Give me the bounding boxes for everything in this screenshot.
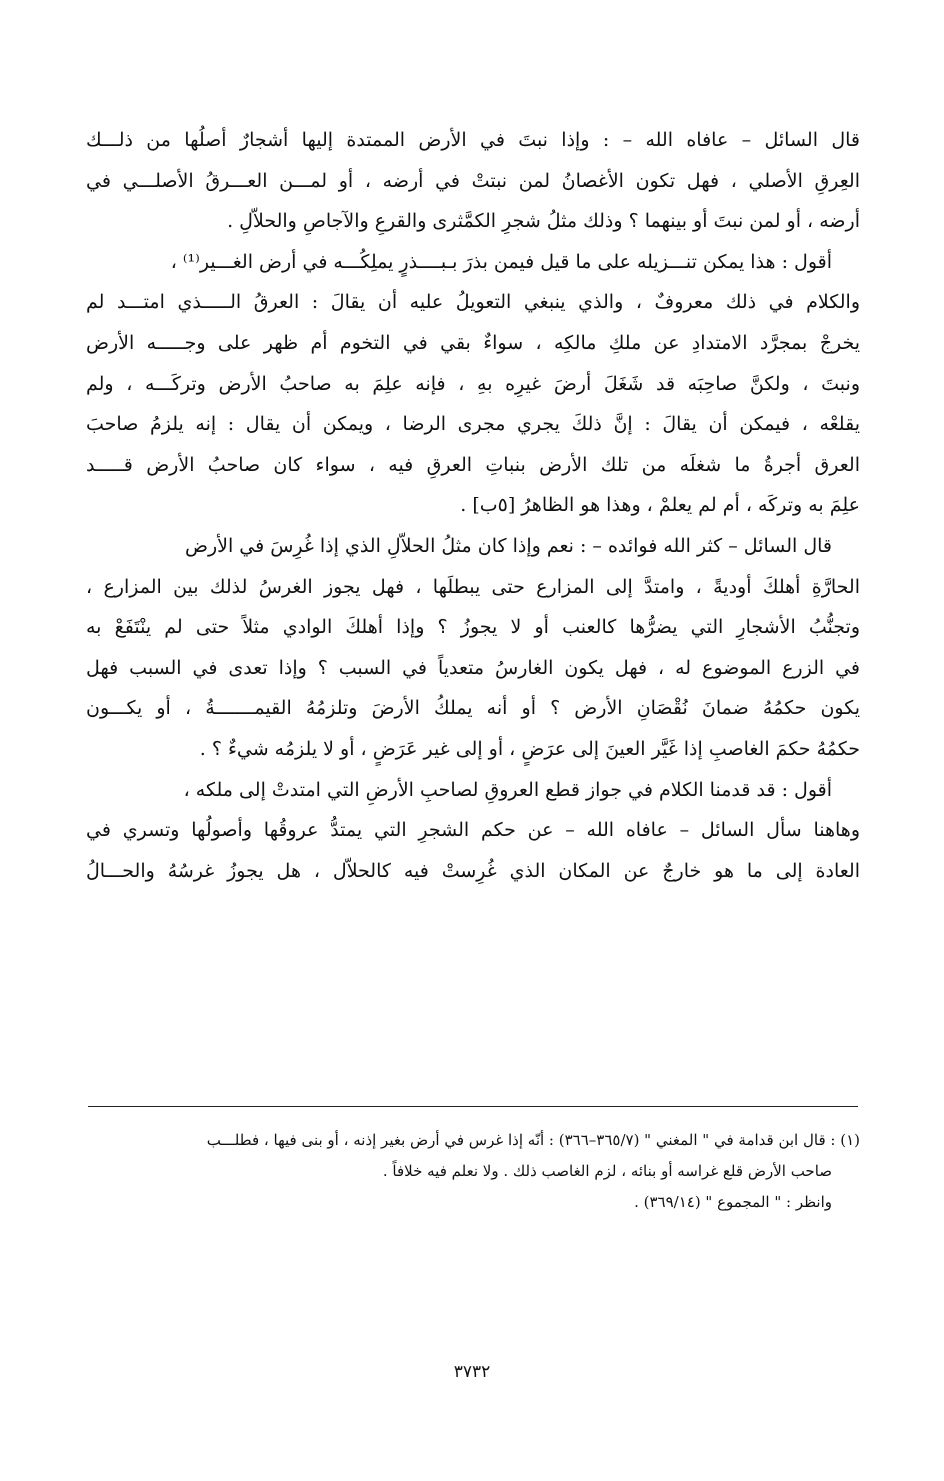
text-line: في الزرع الموضوع له ، فهل يكون الغارسُ متعدياً في السبب ؟ وإذا تعدى في السبب فهل	[86, 656, 860, 679]
text-line: يقلعْه ، فيمكن أن يقالَ : إنَّ ذلكَ يجري مجرى الرضا ، ويمكن أن يقال : إنه يلزمُ صاحبَ	[86, 413, 860, 436]
text-line: أرضه ، أو لمن نبتَ أو بينهما ؟ وذلك مثلُ شجرِ الكمَّثرى والقرعِ والآجاصِ والحلاّلِ .	[227, 210, 860, 233]
footnote-separator	[88, 1106, 858, 1107]
text-line: قال السائل – كثر الله فوائده – : نعم وإذا كان مثلُ الحلاّلِ الذي إذا غُرِسَ في الأرض	[184, 534, 832, 557]
text-line: وتجنُّبُ الأشجارِ التي يضرُّها كالعنب أو لا يجوزُ ؟ وإذا أهلكَ الوادي مثلاً حتى لم ينْتَفَعْ به	[86, 616, 860, 639]
text-line: علِمَ به وتركَه ، أم لم يعلمْ ، وهذا هو الظاهرُ [٥ب] .	[460, 494, 860, 517]
footnotes	[86, 1125, 860, 1218]
text-line: العرق أجرةُ ما شغلَه من تلك الأرض بنباتِ العرقِ فيه ، سواء كان صاحبُ الأرض قـــــد	[86, 453, 860, 476]
text-line: قال السائل – عافاه الله – : وإذا نبتَ في الأرض الممتدة إليها أشجارٌ أصلُها من ذلـــك	[86, 129, 860, 151]
text-line: ونبتَ ، ولكنَّ صاحِبَه قد شَغَلَ أرضَ غيرِه بهِ ، فإنه علِمَ به صاحبُ الأرض وتركَـــه ، ولم	[86, 372, 860, 395]
text-line: العادة إلى ما هو خارجٌ عن المكان الذي غُرِستْ فيه كالحلاّل ، هل يجوزُ غرسُهُ والحـــالُ	[86, 859, 860, 882]
footnote-line: صاحب الأرض قلع غراسه أو بنائه ، لزم الغاصب ذلك . ولا نعلم فيه خلافاً .	[382, 1162, 832, 1180]
page-number: ٣٧٣٢	[453, 1362, 491, 1382]
footnote-line: (١) : قال ابن قدامة في " المغني " (٣٦٥/٧–٣٦٦) : أنّه إذا غرس في أرض بغير إذنه ، أو بنى فيها ، فطلـــب	[206, 1131, 860, 1149]
footnote-line: وانظر : " المجموع " (٣٦٩/١٤) .	[634, 1193, 832, 1211]
text-line: يكون حكمُهُ ضمانَ نُقْصَانِ الأرض ؟ أو أنه يملكُ الأرضَ وتلزمُهُ القيمـــــــةُ ، أو يكـــون	[86, 697, 860, 720]
text-line: أقول : قد قدمنا الكلام في جواز قطع العروقِ لصاحبِ الأرضِ التي امتدتْ إلى ملكه ،	[183, 778, 832, 801]
text-line: حكمُهُ حكمَ الغاصبِ إذا غَيَّر العينَ إلى عرَضٍ ، أو إلى غير عَرَضٍ ، أو لا يلزمُه شيءٌ ؟ .	[199, 737, 860, 760]
text-line: العِرقِ الأصلي ، فهل تكون الأغصانُ لمن نبتتْ في أرضه ، أو لمـــن العـــرقُ الأصلـــي في	[86, 169, 860, 192]
text-line: الحارَّةِ أهلكَ أوديةً ، وامتدَّ إلى المزارع حتى يبطلَها ، فهل يجوز الغرسُ لذلك بين المزارع ،	[86, 575, 860, 598]
text-line: أقول : هذا يمكن تنـــزيله على ما قيل فيمن بذرَ بـبــــذرٍ يملِكُـــه في أرض الغـــير⁽¹⁾ ،	[170, 250, 832, 273]
text-line: يخرجْ بمجرَّد الامتدادِ عن ملكِ مالكِه ، سواءٌ بقي في التخوم أم ظهر على وجـــــه الأرض	[86, 331, 860, 354]
text-line: والكلام في ذلك معروفٌ ، والذي ينبغي التعويلُ عليه أن يقالَ : العرقُ الـــــذي امتـــد لم	[86, 291, 860, 314]
main-text-body	[86, 120, 860, 891]
text-line: وهاهنا سأل السائل – عافاه الله – عن حكم الشجرِ التي يمتدُّ عروقُها وأصولُها وتسري في	[86, 819, 860, 842]
